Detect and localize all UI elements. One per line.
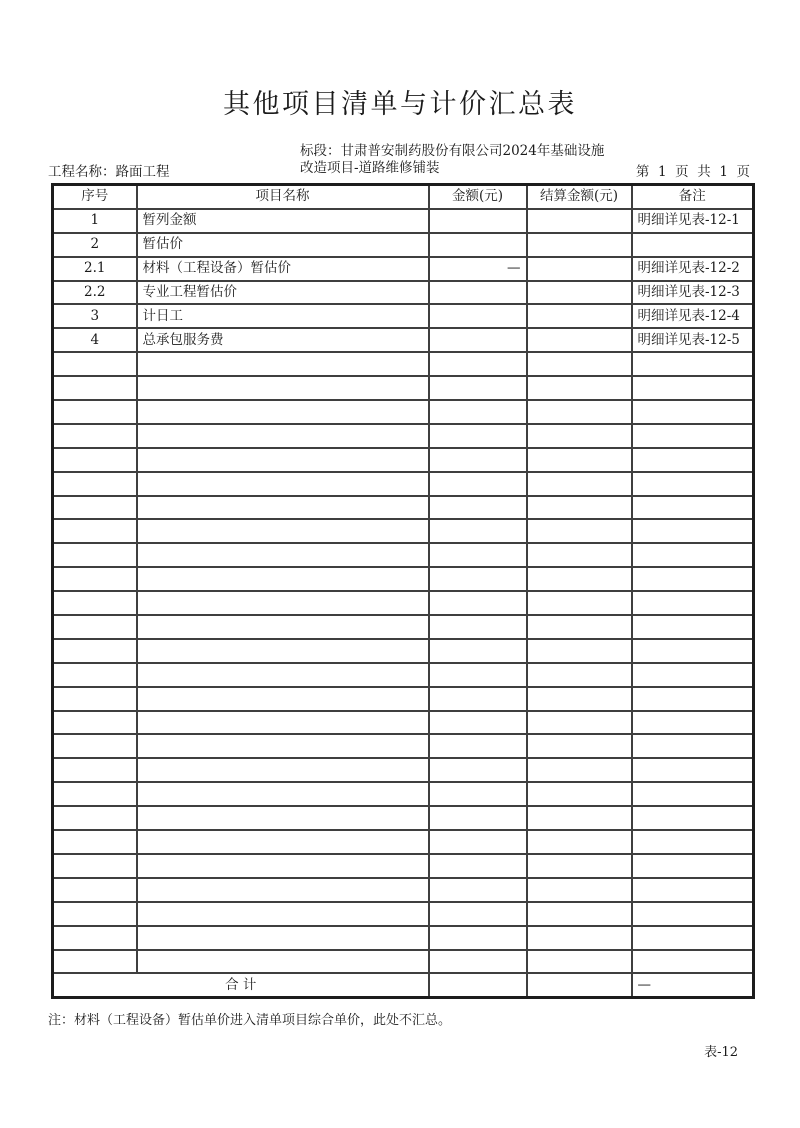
cell-seq bbox=[53, 472, 137, 496]
cell-item-name bbox=[137, 782, 429, 806]
cell-item-name bbox=[137, 352, 429, 376]
cell-remark bbox=[632, 830, 754, 854]
cell-item-name bbox=[137, 424, 429, 448]
cell-settlement bbox=[527, 711, 632, 735]
table-row-empty bbox=[53, 519, 754, 543]
cell-amount bbox=[429, 782, 527, 806]
cell-amount bbox=[429, 519, 527, 543]
cell-remark bbox=[632, 758, 754, 782]
cell-remark bbox=[632, 663, 754, 687]
page-title: 其他项目清单与计价汇总表 bbox=[223, 89, 577, 120]
cell-amount bbox=[429, 806, 527, 830]
table-row-empty bbox=[53, 472, 754, 496]
cell-settlement bbox=[527, 639, 632, 663]
cell-seq bbox=[53, 615, 137, 639]
table-row bbox=[53, 209, 754, 233]
cell-amount bbox=[429, 496, 527, 520]
cell-settlement bbox=[527, 233, 632, 257]
cell-remark bbox=[632, 782, 754, 806]
cell-item-name bbox=[137, 472, 429, 496]
cell-item-name bbox=[137, 376, 429, 400]
cell-seq: 2 bbox=[53, 233, 137, 257]
cell-amount bbox=[429, 567, 527, 591]
cell-item-name bbox=[137, 591, 429, 615]
cell-item-name: 材料（工程设备）暂估价 bbox=[137, 257, 429, 281]
cell-settlement bbox=[527, 878, 632, 902]
cell-remark bbox=[632, 376, 754, 400]
table-row-empty bbox=[53, 902, 754, 926]
cell-remark bbox=[632, 926, 754, 950]
cell-amount bbox=[429, 400, 527, 424]
cell-item-name bbox=[137, 687, 429, 711]
cell-settlement bbox=[527, 496, 632, 520]
cell-seq bbox=[53, 902, 137, 926]
cell-item-name: 暂列金额 bbox=[137, 209, 429, 233]
cell-seq bbox=[53, 543, 137, 567]
cell-settlement bbox=[527, 687, 632, 711]
cell-settlement bbox=[527, 734, 632, 758]
total-amount bbox=[429, 973, 527, 997]
table-row-empty bbox=[53, 663, 754, 687]
cell-item-name bbox=[137, 663, 429, 687]
table-row-empty bbox=[53, 926, 754, 950]
table-row-empty bbox=[53, 376, 754, 400]
table-row-empty bbox=[53, 639, 754, 663]
cell-amount bbox=[429, 591, 527, 615]
cell-settlement bbox=[527, 902, 632, 926]
table-row-empty bbox=[53, 758, 754, 782]
cell-item-name bbox=[137, 950, 429, 974]
cell-item-name bbox=[137, 567, 429, 591]
cell-amount bbox=[429, 711, 527, 735]
cell-item-name bbox=[137, 854, 429, 878]
cell-settlement bbox=[527, 472, 632, 496]
page-number-indicator: 第 1 页 共 1 页 bbox=[635, 164, 750, 180]
cell-seq bbox=[53, 663, 137, 687]
cell-settlement bbox=[527, 567, 632, 591]
cell-seq bbox=[53, 878, 137, 902]
cell-seq bbox=[53, 806, 137, 830]
cell-remark: 明细详见表-12-2 bbox=[632, 257, 754, 281]
table-row bbox=[53, 281, 754, 305]
cell-amount bbox=[429, 424, 527, 448]
cell-remark bbox=[632, 519, 754, 543]
table-row-empty bbox=[53, 782, 754, 806]
cell-settlement bbox=[527, 352, 632, 376]
cell-amount bbox=[429, 639, 527, 663]
cell-seq bbox=[53, 782, 137, 806]
table-row bbox=[53, 233, 754, 257]
cell-item-name: 专业工程暂估价 bbox=[137, 281, 429, 305]
cell-remark bbox=[632, 496, 754, 520]
cell-remark bbox=[632, 424, 754, 448]
header-remark: 备注 bbox=[632, 185, 754, 209]
cell-remark bbox=[632, 567, 754, 591]
cell-settlement bbox=[527, 519, 632, 543]
cell-remark bbox=[632, 639, 754, 663]
cell-amount bbox=[429, 758, 527, 782]
cell-seq bbox=[53, 639, 137, 663]
cell-seq: 4 bbox=[53, 328, 137, 352]
cell-seq bbox=[53, 711, 137, 735]
cell-seq: 2.2 bbox=[53, 281, 137, 305]
cell-amount bbox=[429, 376, 527, 400]
table-row-empty bbox=[53, 830, 754, 854]
cell-remark bbox=[632, 711, 754, 735]
cell-seq bbox=[53, 424, 137, 448]
cell-remark bbox=[632, 902, 754, 926]
cell-amount bbox=[429, 950, 527, 974]
header-amount: 金额(元) bbox=[429, 185, 527, 209]
cell-amount bbox=[429, 209, 527, 233]
cell-item-name bbox=[137, 615, 429, 639]
cell-remark bbox=[632, 854, 754, 878]
table-row-empty bbox=[53, 950, 754, 974]
section-line2: 改造项目-道路维修铺装 bbox=[300, 159, 440, 176]
table-body bbox=[53, 209, 754, 998]
cell-seq bbox=[53, 926, 137, 950]
table-row bbox=[53, 328, 754, 352]
cell-settlement bbox=[527, 424, 632, 448]
cell-remark: 明细详见表-12-3 bbox=[632, 281, 754, 305]
cell-settlement bbox=[527, 926, 632, 950]
cell-seq bbox=[53, 519, 137, 543]
cell-item-name bbox=[137, 902, 429, 926]
cell-seq bbox=[53, 830, 137, 854]
cell-amount bbox=[429, 615, 527, 639]
cell-seq bbox=[53, 591, 137, 615]
cell-item-name bbox=[137, 543, 429, 567]
cell-item-name bbox=[137, 806, 429, 830]
cell-settlement bbox=[527, 782, 632, 806]
total-label: 合 计 bbox=[53, 973, 429, 997]
cell-settlement bbox=[527, 854, 632, 878]
cell-settlement bbox=[527, 806, 632, 830]
cell-remark: 明细详见表-12-5 bbox=[632, 328, 754, 352]
table-row-empty bbox=[53, 567, 754, 591]
table-row-empty bbox=[53, 543, 754, 567]
cell-seq: 2.1 bbox=[53, 257, 137, 281]
cell-settlement bbox=[527, 591, 632, 615]
cell-amount bbox=[429, 304, 527, 328]
cell-remark bbox=[632, 352, 754, 376]
table-row-empty bbox=[53, 878, 754, 902]
cell-settlement bbox=[527, 257, 632, 281]
table-row-empty bbox=[53, 854, 754, 878]
table-reference-label: 表-12 bbox=[704, 1045, 738, 1060]
cell-remark bbox=[632, 591, 754, 615]
cell-settlement bbox=[527, 376, 632, 400]
cell-settlement bbox=[527, 830, 632, 854]
table-row-empty bbox=[53, 687, 754, 711]
cell-settlement bbox=[527, 663, 632, 687]
cell-amount bbox=[429, 734, 527, 758]
header-item-name: 项目名称 bbox=[137, 185, 429, 209]
cell-remark bbox=[632, 734, 754, 758]
cell-seq bbox=[53, 687, 137, 711]
table-row-empty bbox=[53, 734, 754, 758]
footnote: 注：材料（工程设备）暂估单价进入清单项目综合单价，此处不汇总。 bbox=[48, 1013, 452, 1028]
cell-remark bbox=[632, 878, 754, 902]
cell-item-name bbox=[137, 926, 429, 950]
header-seq: 序号 bbox=[53, 185, 137, 209]
cell-settlement bbox=[527, 448, 632, 472]
cell-amount bbox=[429, 281, 527, 305]
cell-item-name: 暂估价 bbox=[137, 233, 429, 257]
cell-settlement bbox=[527, 543, 632, 567]
cell-remark bbox=[632, 806, 754, 830]
cell-item-name bbox=[137, 758, 429, 782]
cell-amount bbox=[429, 902, 527, 926]
table-row bbox=[53, 304, 754, 328]
cell-seq bbox=[53, 567, 137, 591]
cell-seq bbox=[53, 448, 137, 472]
cell-settlement bbox=[527, 328, 632, 352]
table-row bbox=[53, 257, 754, 281]
table-row-empty bbox=[53, 400, 754, 424]
cell-remark bbox=[632, 615, 754, 639]
cell-item-name bbox=[137, 734, 429, 758]
cell-amount bbox=[429, 663, 527, 687]
cell-remark bbox=[632, 472, 754, 496]
table-row-empty bbox=[53, 448, 754, 472]
table-row-empty bbox=[53, 615, 754, 639]
table-row-empty bbox=[53, 591, 754, 615]
cell-seq bbox=[53, 400, 137, 424]
cell-settlement bbox=[527, 209, 632, 233]
table-header-row bbox=[53, 185, 754, 209]
cell-item-name bbox=[137, 878, 429, 902]
cell-amount bbox=[429, 854, 527, 878]
cell-item-name bbox=[137, 639, 429, 663]
cell-settlement bbox=[527, 615, 632, 639]
cell-seq bbox=[53, 854, 137, 878]
cell-item-name bbox=[137, 496, 429, 520]
summary-table bbox=[51, 183, 755, 999]
total-settlement bbox=[527, 973, 632, 997]
cell-remark bbox=[632, 543, 754, 567]
cell-seq bbox=[53, 496, 137, 520]
cell-item-name bbox=[137, 519, 429, 543]
cell-settlement bbox=[527, 304, 632, 328]
cell-seq bbox=[53, 376, 137, 400]
cell-item-name bbox=[137, 830, 429, 854]
cell-item-name: 计日工 bbox=[137, 304, 429, 328]
cell-remark bbox=[632, 400, 754, 424]
cell-remark bbox=[632, 687, 754, 711]
cell-amount bbox=[429, 687, 527, 711]
cell-seq bbox=[53, 950, 137, 974]
total-remark: — bbox=[632, 973, 754, 997]
project-name-label: 工程名称：路面工程 bbox=[48, 164, 170, 180]
cell-remark bbox=[632, 448, 754, 472]
cell-settlement bbox=[527, 281, 632, 305]
cell-item-name bbox=[137, 448, 429, 472]
section-line1: 标段：甘肃普安制药股份有限公司2024年基础设施 bbox=[300, 143, 605, 159]
cell-seq bbox=[53, 352, 137, 376]
cell-seq: 1 bbox=[53, 209, 137, 233]
table-row-empty bbox=[53, 352, 754, 376]
table-row-empty bbox=[53, 806, 754, 830]
cell-amount bbox=[429, 233, 527, 257]
cell-remark: 明细详见表-12-4 bbox=[632, 304, 754, 328]
cell-seq bbox=[53, 734, 137, 758]
cell-item-name: 总承包服务费 bbox=[137, 328, 429, 352]
cell-amount bbox=[429, 352, 527, 376]
cell-amount bbox=[429, 878, 527, 902]
cell-remark bbox=[632, 950, 754, 974]
cell-amount bbox=[429, 472, 527, 496]
table-total-row bbox=[53, 973, 754, 997]
cell-amount bbox=[429, 926, 527, 950]
table-row-empty bbox=[53, 711, 754, 735]
cell-amount bbox=[429, 830, 527, 854]
header-settlement: 结算金额(元) bbox=[527, 185, 632, 209]
table-row-empty bbox=[53, 424, 754, 448]
table-row-empty bbox=[53, 496, 754, 520]
cell-item-name bbox=[137, 400, 429, 424]
cell-amount bbox=[429, 328, 527, 352]
cell-settlement bbox=[527, 950, 632, 974]
cell-amount bbox=[429, 448, 527, 472]
cell-seq: 3 bbox=[53, 304, 137, 328]
cell-amount bbox=[429, 543, 527, 567]
cell-amount: — bbox=[429, 257, 527, 281]
cell-settlement bbox=[527, 400, 632, 424]
cell-seq bbox=[53, 758, 137, 782]
cell-remark: 明细详见表-12-1 bbox=[632, 209, 754, 233]
cell-settlement bbox=[527, 758, 632, 782]
cell-remark bbox=[632, 233, 754, 257]
section-label bbox=[300, 143, 605, 176]
cell-item-name bbox=[137, 711, 429, 735]
